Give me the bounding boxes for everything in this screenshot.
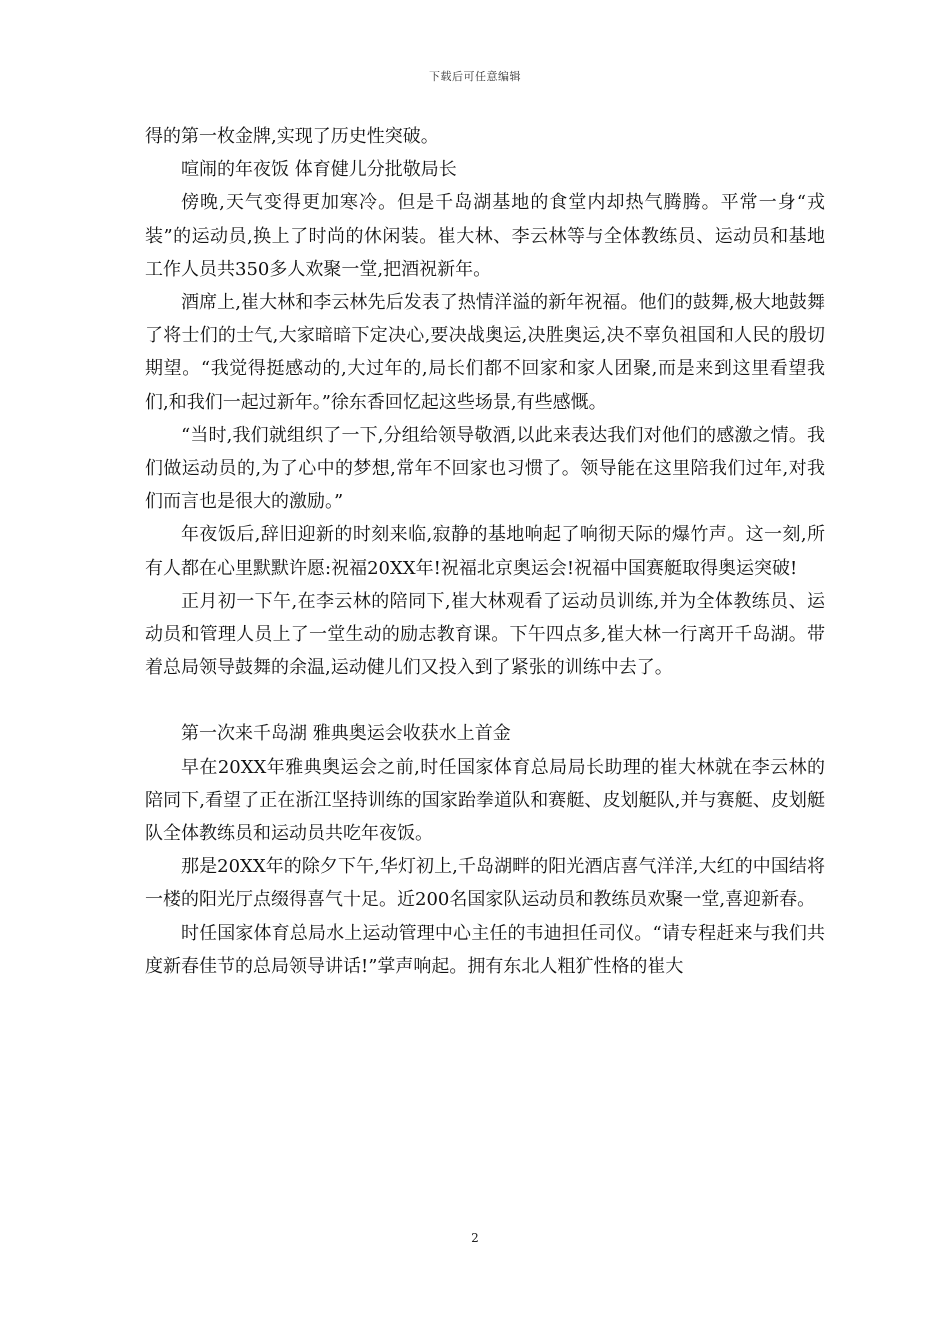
paragraph: 时任国家体育总局水上运动管理中心主任的韦迪担任司仪。“请专程赶来与我们共度新春佳节的总局领导讲话!”掌声响起。拥有东北人粗犷性格的崔大 — [145, 922, 825, 977]
page-header: 下载后可任意编辑 — [429, 70, 521, 83]
paragraph: 傍晚,天气变得更加寒冷。但是千岛湖基地的食堂内却热气腾腾。平常一身“戎装”的运动员,换上了时尚的休闲装。崔大林、李云林等与全体教练员、运动员和基地工作人员共350多人欢聚一堂,把酒祝新年。 — [145, 192, 825, 280]
page-number: 2 — [471, 1231, 479, 1245]
document-body — [145, 120, 825, 983]
paragraph: 早在20XX年雅典奥运会之前,时任国家体育总局局长助理的崔大林就在李云林的陪同下,看望了正在浙江坚持训练的国家跆拳道队和赛艇、皮划艇队,并与赛艇、皮划艇队全体教练员和运动员共吃年夜饭。 — [145, 756, 825, 845]
paragraph: 正月初一下午,在李云林的陪同下,崔大林观看了运动员训练,并为全体教练员、运动员和管理人员上了一堂生动的励志教育课。下午四点多,崔大林一行离开千岛湖。带着总局领导鼓舞的余温,运动健儿们又投入到了紧张的训练中去了。 — [145, 590, 825, 679]
paragraph-quote: “当时,我们就组织了一下,分组给领导敬酒,以此来表达我们对他们的感激之情。我们做运动员的,为了心中的梦想,常年不回家也习惯了。领导能在这里陪我们过年,对我们而言也是很大的激励。” — [145, 424, 825, 513]
paragraph-continuation: 得的第一枚金牌,实现了历史性突破。 — [145, 126, 439, 147]
paragraph: 酒席上,崔大林和李云林先后发表了热情洋溢的新年祝福。他们的鼓舞,极大地鼓舞了将士们的士气,大家暗暗下定决心,要决战奥运,决胜奥运,决不辜负祖国和人民的殷切期望。“我觉得挺感动的,大过年的,局长们都不回家和家人团聚,而是来到这里看望我们,和我们一起过新年。”徐东香回忆起这些场景,有些感慨。 — [145, 292, 825, 413]
paragraph: 那是20XX年的除夕下午,华灯初上,千岛湖畔的阳光酒店喜气洋洋,大红的中国结将一楼的阳光厅点缀得喜气十足。近200名国家队运动员和教练员欢聚一堂,喜迎新春。 — [145, 856, 825, 911]
section-heading: 喧闹的年夜饭 体育健儿分批敬局长 — [181, 159, 457, 181]
paragraph: 年夜饭后,辞旧迎新的时刻来临,寂静的基地响起了响彻天际的爆竹声。这一刻,所有人都在心里默默许愿:祝福20XX年!祝福北京奥运会!祝福中国赛艇取得奥运突破! — [145, 524, 825, 579]
section-heading: 第一次来千岛湖 雅典奥运会收获水上首金 — [181, 723, 511, 745]
